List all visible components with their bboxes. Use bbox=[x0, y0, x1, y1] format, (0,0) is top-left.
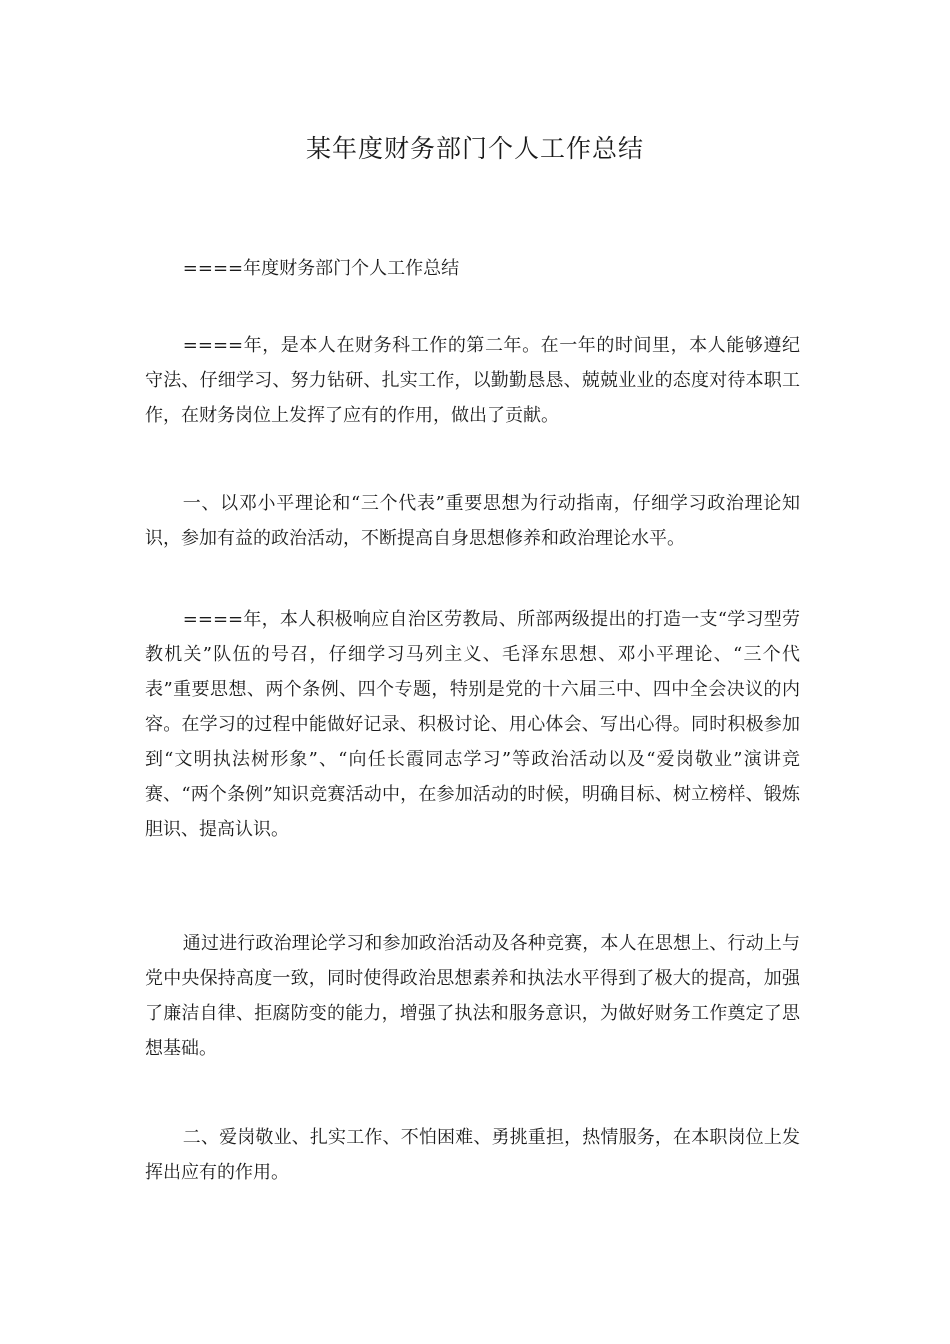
paragraph-intro: ====年，是本人在财务科工作的第二年。在一年的时间里，本人能够遵纪守法、仔细学习、努力钻研、扎实工作，以勤勤恳恳、兢兢业业的态度对待本职工作，在财务岗位上发挥了应有的作用，做出了贡献。 bbox=[145, 335, 800, 426]
paragraph-section-two-heading: 二、爱岗敬业、扎实工作、不怕困难、勇挑重担，热情服务，在本职岗位上发挥出应有的作用。 bbox=[145, 1127, 800, 1183]
paragraph-study-activities: ====年，本人积极响应自治区劳教局、所部两级提出的打造一支“学习型劳教机关”队伍的号召，仔细学习马列主义、毛泽东思想、邓小平理论、“三个代表”重要思想、两个条例、四个专题，特别是党的十六届三中、四中全会决议的内容。在学习的过程中能做好记录、积极讨论、用心体会、写出心得。同时积极参加到“文明执法树形象”、“向任长霞同志学习”等政治活动以及“爱岗敬业”演讲竞赛、“两个条例”知识竞赛活动中，在参加活动的时候，明确目标、树立榜样、锻炼胆识、提高认识。 bbox=[145, 609, 800, 840]
page-title: 某年度财务部门个人工作总结 bbox=[305, 134, 644, 163]
paragraph-subtitle: ====年度财务部门个人工作总结 bbox=[182, 258, 460, 279]
paragraph-section-one-heading: 一、以邓小平理论和“三个代表”重要思想为行动指南，仔细学习政治理论知识，参加有益的政治活动，不断提高自身思想修养和政治理论水平。 bbox=[145, 493, 800, 549]
paragraph-study-results: 通过进行政治理论学习和参加政治活动及各种竞赛，本人在思想上、行动上与党中央保持高度一致，同时使得政治思想素养和执法水平得到了极大的提高，加强了廉洁自律、拒腐防变的能力，增强了执法和服务意识，为做好财务工作奠定了思想基础。 bbox=[145, 933, 800, 1059]
